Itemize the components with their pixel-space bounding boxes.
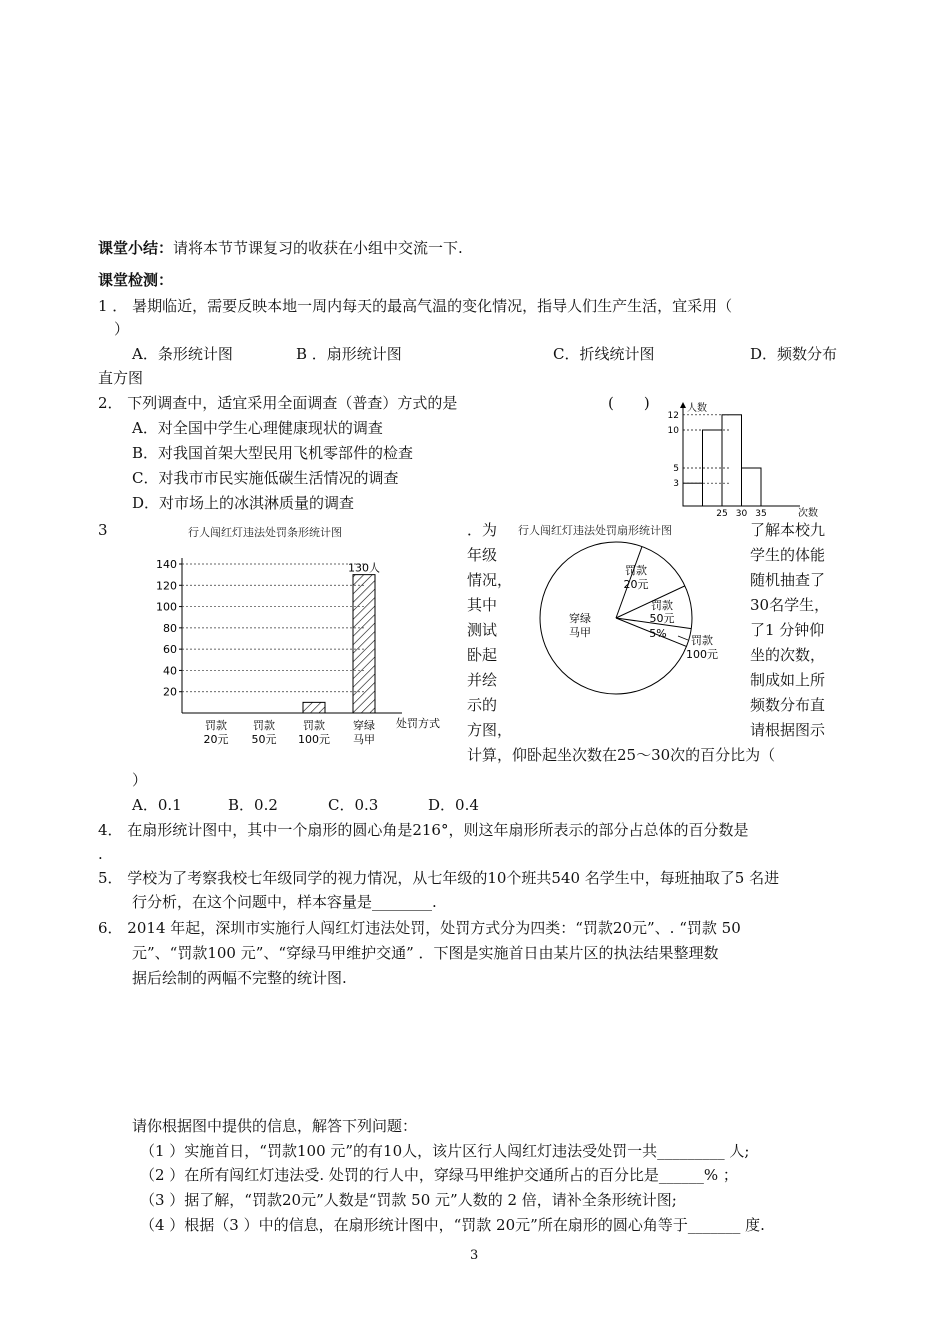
q3-right-text: 频数分布直 [750,696,826,714]
penalty-pie-chart [512,518,740,708]
q3-left-text: 并绘 [467,671,498,689]
pie-slice-label: 20元 [623,578,649,591]
sub-question-1: （1 ）实施首日，“罚款100 元”的有10人，该片区行人闯红灯违法受处罚一共_________ 人; [140,1142,750,1160]
hist-y-tick: 3 [673,479,679,490]
q3-left-text: 测试 [467,621,498,639]
bar-y-tick: 140 [156,558,177,571]
q1-option-c: C．折线统计图 [553,345,655,363]
hist-x-tick: 30 [735,509,748,519]
bar-data-label: 130人 [348,561,380,575]
q1-option-b: B ．扇形统计图 [296,345,402,363]
q3-right-text: 制成如上所 [750,671,826,689]
q2-option-d: D．对市场上的冰淇淋质量的调查 [132,494,355,512]
bar-chart-title: 行人闯红灯违法处罚条形统计图 [188,526,342,539]
q1-option-wrap: 直方图 [98,369,144,387]
hist-x-tick: 25 [716,509,728,519]
pie-chart-title: 行人闯红灯违法处罚扇形统计图 [518,524,672,537]
q3-right-text: 了解本校九 [750,521,826,539]
q3-last-line: 计算，仰卧起坐次数在25～30次的百分比为（ [467,746,776,764]
bar-y-tick: 60 [163,643,177,657]
hist-y-arrow [680,402,686,408]
q1-line1: 1 ． 暑期临近，需要反映本地一周内每天的最高气温的变化情况，指导人们生产生活，宜采用（ [98,297,733,315]
q5-line1: 5． 学校为了考察我校七年级同学的视力情况，从七年级的10个班共540 名学生中，每班抽取了5 名进 [98,869,780,887]
pie-slice-label: 穿绿 [569,612,591,625]
bar-category-label: 罚款 [205,719,227,732]
pie-slice-label: 罚款 [691,634,713,647]
q3-right-text: 了1 分钟仰 [750,621,825,639]
q3-close: ） [132,771,148,789]
q6-line2: 元”、“罚款100 元”、“穿绿马甲维护交通” ．下图是实施首日由某片区的执法结果整理数 [132,944,719,962]
q2-paren: ( ) [608,394,650,412]
q3-left-text: 示的 [467,696,498,714]
sub-question-4: （4 ）根据（3 ）中的信息，在扇形统计图中，“罚款 20元”所在扇形的圆心角等于_______ 度. [140,1216,765,1234]
check-heading: 课堂检测： [98,271,174,289]
hist-y-tick: 12 [667,410,679,421]
hist-y-tick: 10 [667,426,679,436]
pie-slice-label: 罚款 [625,564,647,577]
q3-left-text: 年级 [467,546,498,564]
q2-stem: 2． 下列调查中，适宜采用全面调查（普查）方式的是 [98,394,458,412]
pie-slice-label: 100元 [686,648,718,661]
hist-x-label: 次数 [798,508,818,519]
q3-right-text: 坐的次数， [750,646,826,664]
q2-option-a: A．对全国中学生心理健康现状的调查 [132,419,383,437]
bar-category-label: 穿绿 [353,719,375,732]
hist-bar [722,415,742,506]
summary-line [98,238,463,258]
pie-leader-line [678,636,688,640]
q1-option-a: A．条形统计图 [132,345,233,363]
bar-y-tick: 100 [156,600,177,614]
bar-category-label: 20元 [203,733,229,746]
q2-option-b: B．对我国首架大型民用飞机零部件的检查 [132,444,414,462]
q5-line2: 行分析，在这个问题中，样本容量是________. [132,893,437,911]
bar-category-label: 100元 [298,733,330,746]
pie-slice-label: 50元 [649,612,675,625]
q3-option-a: A．0.1 [132,796,182,814]
pie-slice-label: 5% [649,627,667,640]
bar-x-label: 处罚方式 [396,717,440,730]
q3-right-text: 请根据图示 [750,721,826,739]
q3-left-text: 卧起 [467,646,498,664]
bar-y-tick: 80 [163,621,177,635]
q1-option-d: D．频数分布 [750,345,838,363]
hist-y-label: 人数 [687,403,707,414]
q3-left-text: 其中 [467,596,498,614]
sub-question-2: （2 ）在所有闯红灯违法受. 处罚的行人中，穿绿马甲维护交通所占的百分比是______% ； [140,1166,738,1184]
q2-option-c: C．对我市市民实施低碳生活情况的调查 [132,469,399,487]
bar [353,575,375,713]
q3-number: 3 [98,521,108,539]
q6-line1: 6． 2014 年起，深圳市实施行人闯红灯违法处罚，处罚方式分为四类：“罚款20元”、. “罚款 50 [98,919,741,937]
sub-question-3: （3 ）据了解，“罚款20元”人数是“罚款 50 元”人数的 2 倍，请补全条形统计图; [140,1191,677,1209]
frequency-histogram [660,398,830,520]
pie-slice-label: 马甲 [569,626,591,639]
q3-right-text: 随机抽查了 [750,571,826,589]
q3-option-c: C．0.3 [328,796,379,814]
q6-line3: 据后绘制的两幅不完整的统计图. [132,969,347,987]
bar-y-tick: 120 [156,579,177,593]
q4-text: 4． 在扇形统计图中，其中一个扇形的圆心角是216°，则这年扇形所表示的部分占总体的百分数是 [98,821,749,839]
q3-option-b: B．0.2 [228,796,278,814]
q3-option-d: D．0.4 [428,796,479,814]
bar-y-tick: 20 [163,685,177,699]
hist-bar [742,468,762,506]
bar-category-label: 50元 [251,733,277,746]
q3-left-text: 方图， [467,721,513,739]
bar-y-tick: 40 [163,664,177,678]
q3-right-text: 30名学生， [750,596,830,614]
summary-text: 请将本节节课复习的收获在小组中交流一下. [173,239,463,257]
penalty-bar-chart [140,518,440,750]
q3-left-text: 情况， [467,571,513,589]
bar-category-label: 罚款 [253,719,275,732]
summary-label: 课堂小结： [98,239,174,257]
hist-bar [683,483,703,506]
q3-dot: ．为 [467,521,498,539]
pie-slice-label: 罚款 [651,599,673,612]
q1-line2: ） [114,320,130,338]
bar-category-label: 罚款 [303,719,325,732]
hist-y-tick: 5 [673,464,679,474]
page-number: 3 [470,1248,479,1263]
bar [303,702,325,713]
bar-category-label: 马甲 [353,733,375,746]
hist-x-tick: 35 [755,509,767,519]
prompt-text: 请你根据图中提供的信息，解答下列问题： [132,1117,418,1135]
q4-tail: . [98,845,103,863]
q3-right-text: 学生的体能 [750,546,826,564]
